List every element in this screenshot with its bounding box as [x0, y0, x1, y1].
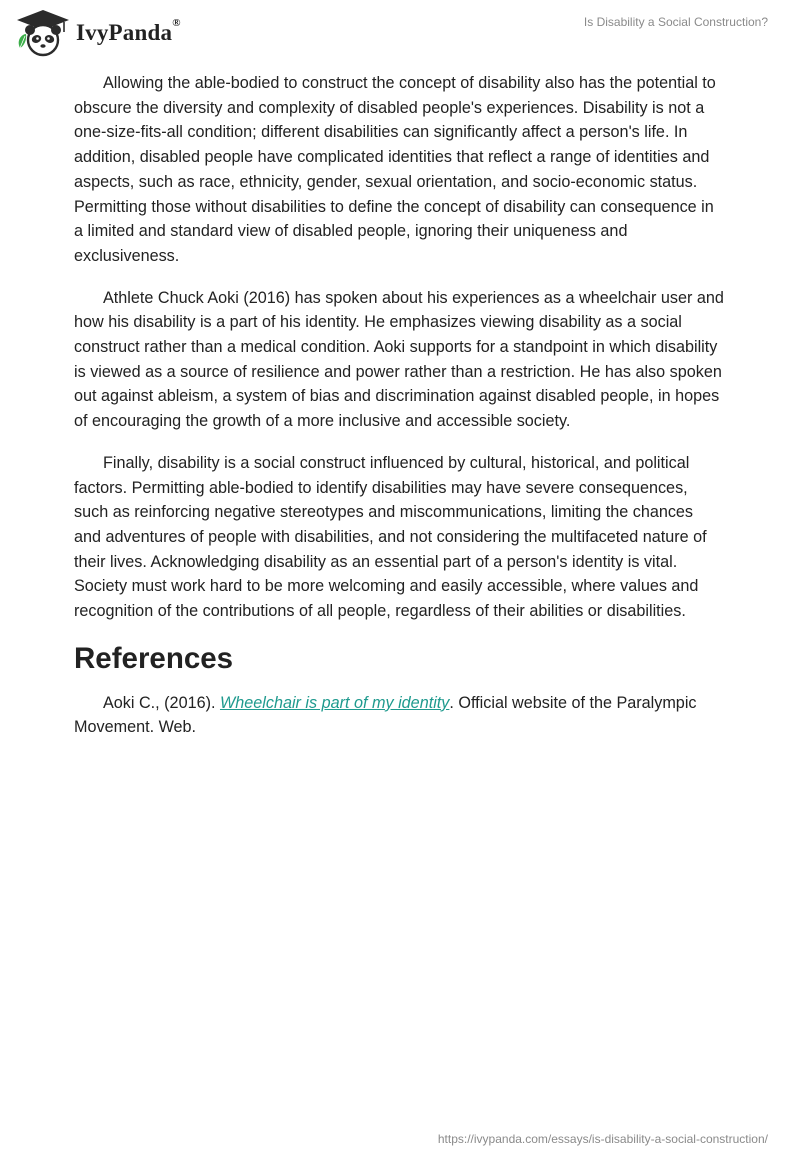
brand-name: IvyPanda® — [76, 17, 181, 45]
body-paragraph: Finally, disability is a social construct influenced by cultural, historical, and political factors. Permitting able-bodied to identify disabilities may have severe consequences, such as reinforcing negative stereotypes and miscommunications, limiting the chances and adventures of people with disabilities, and not considering the multifaceted nature of their lives. Acknowledging disability as an essential part of a person's identity is vital. Society must work hard to be more welcoming and easily accessible, where values and recognition of the contributions of all people, regardless of their abilities or disabilities. — [74, 453, 707, 621]
panda-graduate-icon — [14, 8, 72, 58]
body-paragraph: Athlete Chuck Aoki (2016) has spoken about his experiences as a wheelchair user and how his disability is a part of his identity. He emphasizes viewing disability as a social construct rather than a medical condition. Aoki supports for a standpoint in which disability is viewed as a source of resilience and power rather than a restriction. He has also spoken out against ableism, a system of bias and discrimination against disabled people, in hopes of encouraging the growth of a more inclusive and accessible society. — [74, 288, 724, 431]
page-header — [0, 0, 800, 62]
reference-entry — [74, 691, 724, 740]
document-title: Is Disability a Social Construction? — [583, 15, 768, 29]
reference-link[interactable]: Wheelchair is part of my identity — [219, 693, 450, 712]
footer-url: https://ivypanda.com/essays/is-disability-a-social-construction/ — [437, 1132, 768, 1146]
references-heading: References — [74, 641, 234, 675]
body-paragraph: Allowing the able-bodied to construct the concept of disability also has the potential to obscure the diversity and complexity of disabled people's experiences. Disability is not a one-size-fits-all condition; different disabilities can significantly affect a person's life. In addition, disabled people have complicated identities that reflect a range of identities and aspects, such as race, ethnicity, gender, sexual orientation, and socio-economic status. Permitting those without disabilities to define the concept of disability can consequence in a limited and standard view of disabled people, ignoring their uniqueness and exclusiveness. — [74, 74, 716, 265]
ivypanda-logo[interactable] — [14, 8, 181, 58]
reference-source: . Official website of the Paralympic Movement. Web. — [74, 693, 697, 737]
registered-mark: ® — [172, 17, 181, 29]
essay-content — [74, 71, 724, 740]
reference-author-year: Aoki C., (2016). — [103, 693, 220, 712]
